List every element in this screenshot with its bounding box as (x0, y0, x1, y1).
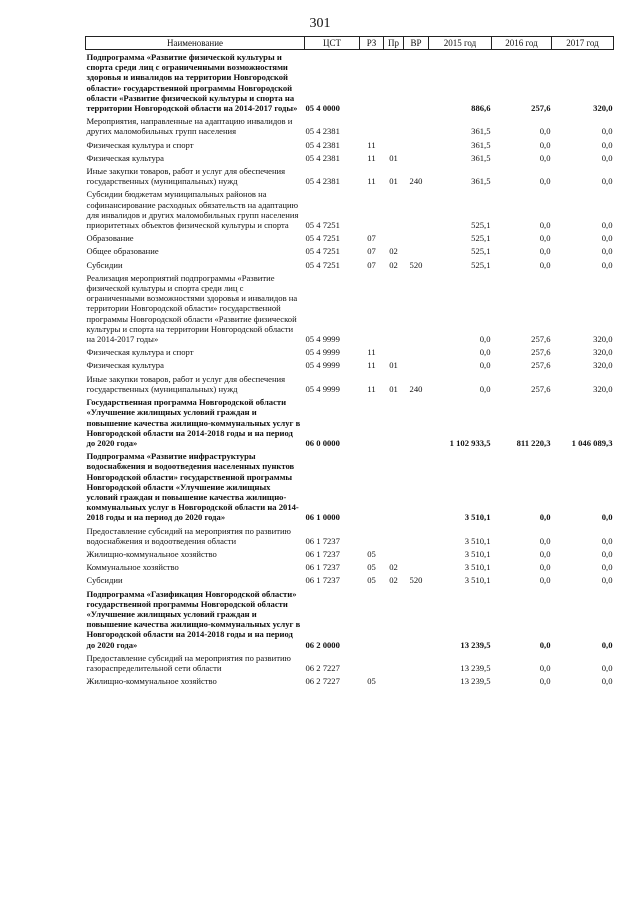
cell-cst: 05 4 0000 (305, 103, 340, 114)
cell-vr (404, 524, 429, 547)
cell-pr: 02 (389, 575, 398, 586)
cell-vr (404, 547, 429, 560)
table-row (86, 395, 614, 449)
cell-rz: 07 (367, 233, 376, 244)
cell-name: Реализация мероприятий подпрограммы «Развитие физической культуры и спорта среди лиц с ограниченными возможностями здоровья и инвалидов на территории Новгородской области» государственной программы Новгородской области «Развитие физической культуры и спорта на территории Новгородской области на 2014-2017 годы» (86, 272, 298, 345)
table-row (86, 345, 614, 358)
cell-cst: 06 2 0000 (305, 639, 340, 650)
cell-2016: 0,0 (539, 575, 551, 586)
cell-cst: 05 4 7251 (305, 220, 340, 231)
cell-cst: 06 1 7237 (305, 535, 340, 546)
cell-rz (360, 524, 384, 547)
cell-2015: 3 510,1 (464, 575, 491, 586)
cell-pr: 02 (389, 246, 398, 257)
cell-pr (384, 587, 404, 651)
cell-rz (360, 449, 384, 523)
cell-2017: 0,0 (601, 139, 613, 150)
cell-rz (360, 50, 384, 115)
cell-name: Субсидии (86, 575, 123, 586)
cell-rz: 11 (367, 383, 376, 394)
header-2016: 2016 год (492, 37, 552, 50)
cell-rz (360, 587, 384, 651)
cell-pr (384, 395, 404, 449)
cell-2017: 0,0 (601, 126, 613, 137)
cell-2016: 0,0 (539, 220, 551, 231)
cell-vr (404, 244, 429, 257)
cell-2015: 886,6 (471, 103, 491, 114)
cell-vr (404, 651, 429, 674)
table-row (86, 50, 614, 115)
cell-2015: 361,5 (471, 139, 491, 150)
cell-2016: 0,0 (539, 259, 551, 270)
table-row (86, 358, 614, 371)
cell-pr: 01 (389, 383, 398, 394)
table-row (86, 231, 614, 244)
cell-rz (360, 271, 384, 345)
table-row (86, 244, 614, 257)
cell-2017: 0,0 (601, 676, 613, 687)
table-row (86, 587, 614, 651)
cell-2015: 3 510,1 (464, 562, 491, 573)
cell-2017: 320,0 (593, 334, 613, 345)
cell-2017: 0,0 (601, 535, 613, 546)
cell-2017: 0,0 (601, 575, 613, 586)
cell-vr (404, 271, 429, 345)
cell-rz (360, 114, 384, 137)
cell-pr: 01 (389, 176, 398, 187)
cell-2017: 0,0 (601, 233, 613, 244)
cell-vr (404, 151, 429, 164)
cell-2017: 0,0 (601, 246, 613, 257)
cell-rz: 11 (367, 347, 376, 358)
cell-vr (404, 358, 429, 371)
cell-rz: 07 (367, 246, 376, 257)
cell-2015: 3 510,1 (464, 535, 491, 546)
cell-cst: 06 1 7237 (305, 575, 340, 586)
cell-2015: 13 239,5 (460, 676, 491, 687)
table-body (86, 50, 614, 688)
cell-name: Государственная программа Новгородской области «Улучшение жилищных условий граждан и повышение качества жилищно-коммунальных услуг в Новгородской области на 2014-2018 годы и на период до 2020 года» (86, 397, 301, 448)
header-2015: 2015 год (429, 37, 492, 50)
cell-pr (384, 651, 404, 674)
cell-2017: 0,0 (601, 662, 613, 673)
cell-vr (404, 114, 429, 137)
table-row (86, 138, 614, 151)
cell-pr (384, 271, 404, 345)
cell-pr (384, 50, 404, 115)
cell-cst: 05 4 2381 (305, 152, 340, 163)
cell-pr (384, 138, 404, 151)
cell-2016: 0,0 (539, 676, 551, 687)
cell-rz: 11 (367, 176, 376, 187)
cell-pr: 02 (389, 562, 398, 573)
cell-2016: 0,0 (539, 246, 551, 257)
cell-name: Предоставление субсидий на мероприятия по развитию газораспределительной сети области (86, 652, 291, 673)
table-row (86, 258, 614, 271)
cell-cst: 06 2 7227 (305, 676, 340, 687)
cell-vr (404, 345, 429, 358)
cell-cst: 05 4 2381 (305, 126, 340, 137)
cell-2015: 525,1 (471, 246, 491, 257)
cell-cst: 05 4 7251 (305, 259, 340, 270)
cell-2016: 0,0 (539, 139, 551, 150)
cell-2017: 320,0 (593, 383, 613, 394)
cell-2015: 0,0 (479, 334, 491, 345)
cell-2016: 0,0 (539, 126, 551, 137)
cell-cst: 05 4 2381 (305, 176, 340, 187)
cell-vr (404, 449, 429, 523)
cell-2016: 257,6 (531, 360, 551, 371)
cell-rz (360, 187, 384, 231)
cell-cst: 05 4 2381 (305, 139, 340, 150)
cell-cst: 06 1 7237 (305, 562, 340, 573)
table-row (86, 449, 614, 523)
cell-name: Общее образование (86, 246, 159, 257)
cell-vr (404, 50, 429, 115)
cell-2015: 525,1 (471, 233, 491, 244)
header-2017: 2017 год (552, 37, 614, 50)
cell-rz (360, 395, 384, 449)
cell-vr (404, 674, 429, 687)
cell-cst: 06 1 7237 (305, 548, 340, 559)
header-vr: ВР (404, 37, 429, 50)
cell-name: Подпрограмма «Развитие инфраструктуры водоснабжения и водоотведения населенных пунктов Новгородской области» государственной программы Новгородской области «Улучшение жилищных условий граждан и повышение качества жилищно-коммунальных услуг в Новгородской области на 2014-2018 годы и на период до 2020 года» (86, 451, 299, 523)
cell-name: Мероприятия, направленные на адаптацию инвалидов и других маломобильных групп населения (86, 116, 293, 137)
cell-vr (404, 560, 429, 573)
cell-2016: 0,0 (539, 548, 551, 559)
cell-pr (384, 449, 404, 523)
cell-2016: 0,0 (539, 562, 551, 573)
cell-2016: 0,0 (539, 512, 551, 523)
table-row (86, 560, 614, 573)
cell-2016: 811 220,3 (516, 437, 551, 448)
cell-2016: 257,6 (531, 334, 551, 345)
header-rz: РЗ (360, 37, 384, 50)
header-name: Наименование (86, 37, 305, 50)
cell-2016: 0,0 (539, 176, 551, 187)
cell-2015: 13 239,5 (460, 639, 491, 650)
cell-2016: 257,6 (531, 347, 551, 358)
cell-name: Субсидии (86, 259, 123, 270)
cell-2017: 0,0 (601, 548, 613, 559)
cell-2017: 1 046 089,3 (571, 437, 613, 448)
table-row (86, 547, 614, 560)
cell-2016: 0,0 (539, 662, 551, 673)
cell-2015: 361,5 (471, 176, 491, 187)
budget-table (85, 36, 614, 687)
cell-cst: 05 4 9999 (305, 347, 340, 358)
cell-2017: 0,0 (601, 220, 613, 231)
cell-cst: 06 1 0000 (305, 512, 340, 523)
cell-name: Иные закупки товаров, работ и услуг для обеспечения государственных (муниципальных) нужд (86, 166, 286, 187)
cell-pr: 02 (389, 259, 398, 270)
cell-name: Физическая культура и спорт (86, 347, 194, 358)
cell-cst: 05 4 9999 (305, 334, 340, 345)
cell-pr (384, 547, 404, 560)
cell-2015: 361,5 (471, 152, 491, 163)
cell-vr (404, 587, 429, 651)
cell-vr (404, 187, 429, 231)
table-row (86, 372, 614, 395)
cell-2017: 320,0 (593, 360, 613, 371)
cell-rz: 05 (367, 676, 376, 687)
table-row (86, 674, 614, 687)
cell-2015: 1 102 933,5 (449, 437, 491, 448)
cell-2017: 320,0 (593, 347, 613, 358)
cell-pr (384, 114, 404, 137)
cell-name: Подпрограмма «Газификация Новгородской области» государственной программы Новгородской области «Улучшение жилищных условий граждан и повышение качества жилищно-коммунальных услуг в Новгородской области на 2014-2018 годы и на период до 2020 года» (86, 588, 301, 650)
cell-cst: 05 4 9999 (305, 383, 340, 394)
cell-pr (384, 524, 404, 547)
cell-2015: 361,5 (471, 126, 491, 137)
cell-2017: 0,0 (601, 562, 613, 573)
cell-name: Физическая культура (86, 360, 164, 371)
cell-vr (404, 395, 429, 449)
cell-2015: 3 510,1 (464, 548, 491, 559)
header-cst: ЦСТ (305, 37, 360, 50)
cell-name: Субсидии бюджетам муниципальных районов на софинансирование расходных обязательств на адаптацию для инвалидов и других маломобильных групп населения приоритетных объектов физической культуры и спорта (86, 189, 299, 231)
cell-2015: 13 239,5 (460, 662, 491, 673)
cell-2016: 257,6 (531, 383, 551, 394)
cell-name: Образование (86, 233, 134, 244)
cell-2016: 0,0 (539, 233, 551, 244)
cell-pr (384, 345, 404, 358)
table-row (86, 114, 614, 137)
table-row (86, 187, 614, 231)
cell-2017: 320,0 (593, 103, 613, 114)
cell-rz: 11 (367, 152, 376, 163)
cell-2015: 0,0 (479, 383, 491, 394)
cell-2017: 0,0 (601, 639, 613, 650)
cell-cst: 05 4 7251 (305, 246, 340, 257)
cell-2015: 525,1 (471, 220, 491, 231)
cell-2016: 0,0 (539, 639, 551, 650)
cell-pr: 01 (389, 360, 398, 371)
cell-2016: 257,6 (531, 103, 551, 114)
table-header-row (86, 37, 614, 50)
cell-pr (384, 231, 404, 244)
cell-name: Подпрограмма «Развитие физической культуры и спорта среди лиц с ограниченными возможностями здоровья и инвалидов на территории Новгородской области» государственной программы Новгородской области «Развитие физической культуры и спорта на территории Новгородской области на 2014-2017 годы» (86, 52, 298, 114)
table-row (86, 151, 614, 164)
cell-name: Физическая культура (86, 152, 164, 163)
cell-rz: 11 (367, 139, 376, 150)
cell-name: Коммунальное хозяйство (86, 562, 179, 573)
cell-rz: 05 (367, 548, 376, 559)
cell-2015: 0,0 (479, 347, 491, 358)
cell-rz (360, 651, 384, 674)
cell-name: Жилищно-коммунальное хозяйство (86, 676, 217, 687)
cell-2017: 0,0 (601, 512, 613, 523)
cell-rz: 07 (367, 259, 376, 270)
table-row (86, 524, 614, 547)
cell-name: Предоставление субсидий на мероприятия по развитию водоснабжения и водоотведения области (86, 525, 291, 546)
cell-name: Иные закупки товаров, работ и услуг для обеспечения государственных (муниципальных) нужд (86, 373, 286, 394)
cell-2017: 0,0 (601, 259, 613, 270)
cell-name: Физическая культура и спорт (86, 139, 194, 150)
cell-vr (404, 231, 429, 244)
cell-pr (384, 187, 404, 231)
cell-2017: 0,0 (601, 176, 613, 187)
cell-cst: 05 4 7251 (305, 233, 340, 244)
cell-2016: 0,0 (539, 535, 551, 546)
cell-cst: 06 0 0000 (305, 437, 340, 448)
header-pr: Пр (384, 37, 404, 50)
cell-name: Жилищно-коммунальное хозяйство (86, 548, 217, 559)
page-number: 301 (309, 16, 331, 31)
cell-vr (404, 138, 429, 151)
cell-rz: 05 (367, 562, 376, 573)
cell-2015: 0,0 (479, 360, 491, 371)
cell-vr: 240 (409, 176, 423, 187)
cell-pr: 01 (389, 152, 398, 163)
cell-pr (384, 674, 404, 687)
table-row (86, 271, 614, 345)
cell-2015: 525,1 (471, 259, 491, 270)
cell-vr: 520 (409, 259, 423, 270)
table-row (86, 651, 614, 674)
cell-2016: 0,0 (539, 152, 551, 163)
cell-2017: 0,0 (601, 152, 613, 163)
cell-cst: 06 2 7227 (305, 662, 340, 673)
cell-cst: 05 4 9999 (305, 360, 340, 371)
table-row (86, 164, 614, 187)
table-row (86, 573, 614, 586)
cell-2015: 3 510,1 (464, 512, 491, 523)
cell-vr: 520 (409, 575, 423, 586)
cell-rz: 05 (367, 575, 376, 586)
cell-rz: 11 (367, 360, 376, 371)
cell-vr: 240 (409, 383, 423, 394)
